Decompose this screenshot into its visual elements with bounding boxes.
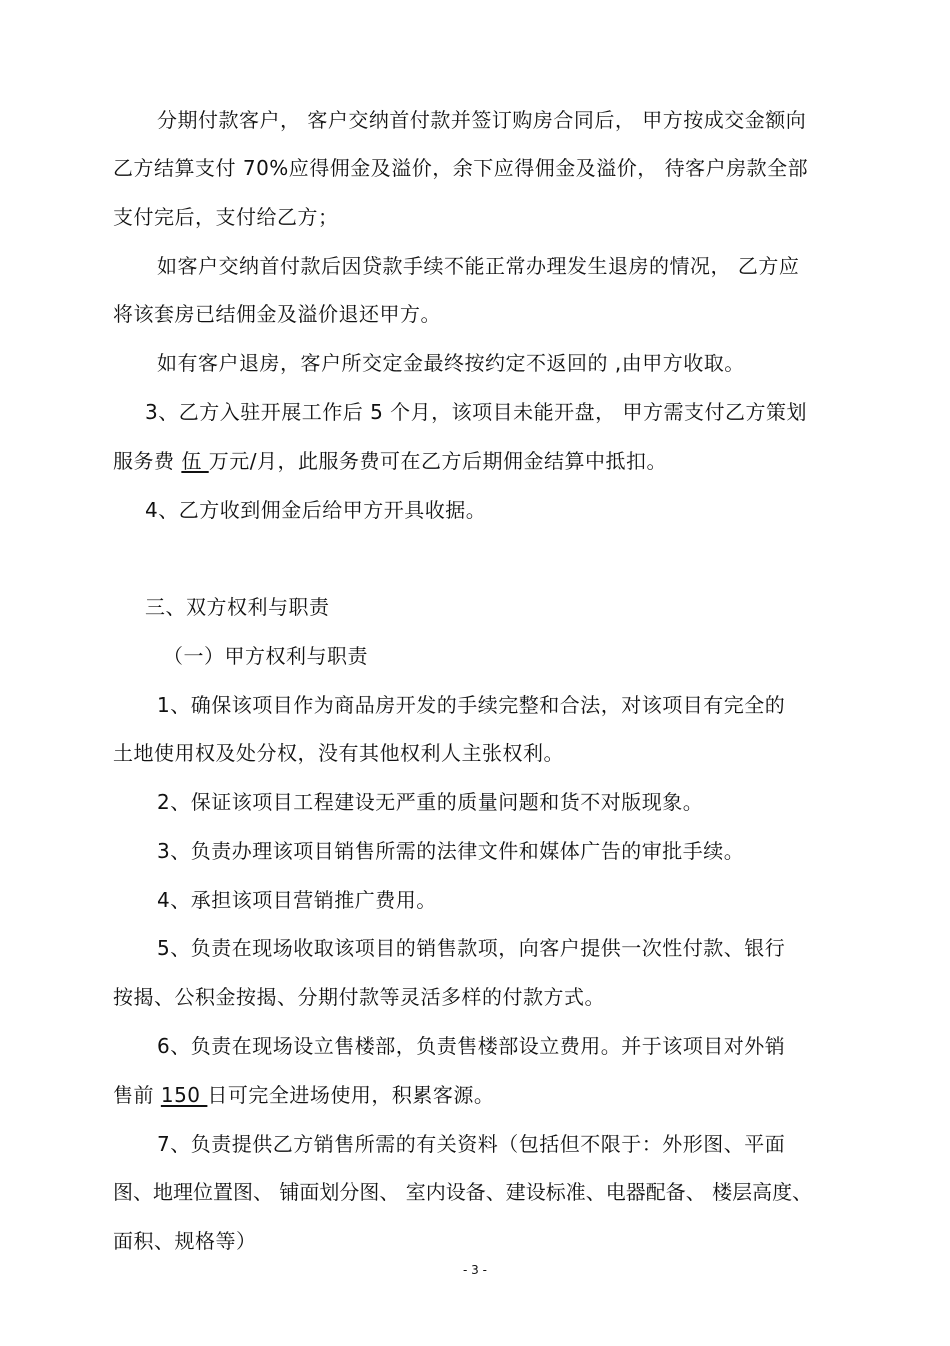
- paragraph-installment-line1: 分期付款客户， 客户交纳首付款并签订购房合同后， 甲方按成交金额向: [157, 108, 807, 132]
- item-2-line1: 2、保证该项目工程建设无严重的质量问题和货不对版现象。: [157, 790, 704, 814]
- item-5-line2: 按揭、公积金按揭、分期付款等灵活多样的付款方式。: [113, 985, 605, 1009]
- item-6-suffix: 日可完全进场使用，积累客源。: [207, 1083, 495, 1107]
- clause-3-line1: 3、乙方入驻开展工作后 5 个月，该项目未能开盘， 甲方需支付乙方策划: [145, 400, 808, 424]
- item-5-line1: 5、负责在现场收取该项目的销售款项，向客户提供一次性付款、银行: [157, 936, 786, 960]
- clause-3-suffix: 万元/月，此服务费可在乙方后期佣金结算中抵扣。: [208, 449, 667, 473]
- section-subheading: （一）甲方权利与职责: [163, 644, 368, 668]
- clause-4-line1: 4、乙方收到佣金后给甲方开具收据。: [145, 498, 487, 522]
- setup-days: 150: [160, 1083, 208, 1107]
- item-6-prefix: 售前: [113, 1083, 161, 1107]
- service-fee-amount: 伍: [181, 449, 209, 473]
- paragraph-deposit-line1: 如有客户退房，客户所交定金最终按约定不返回的 ,由甲方收取。: [157, 351, 745, 375]
- paragraph-installment-line2: 乙方结算支付 70%应得佣金及溢价，余下应得佣金及溢价， 待客户房款全部: [113, 156, 809, 180]
- paragraph-refund-line2: 将该套房已结佣金及溢价退还甲方。: [113, 302, 441, 326]
- paragraph-installment-line3: 支付完后，支付给乙方；: [113, 205, 339, 229]
- item-6-line2: [113, 1082, 494, 1108]
- item-4-line1: 4、承担该项目营销推广费用。: [157, 888, 437, 912]
- clause-3-prefix: 服务费: [113, 449, 182, 473]
- item-7-line1: 7、负责提供乙方销售所需的有关资料（包括但不限于：外形图、平面: [157, 1132, 786, 1156]
- section-heading: 三、双方权利与职责: [145, 595, 330, 619]
- page-number: - 3 -: [463, 1263, 487, 1277]
- item-7-line2: 图、地理位置图、 铺面划分图、 室内设备、建设标准、电器配备、 楼层高度、: [113, 1180, 813, 1204]
- paragraph-refund-line1: 如客户交纳首付款后因贷款手续不能正常办理发生退房的情况， 乙方应: [157, 254, 800, 278]
- item-7-line3: 面积、规格等）: [113, 1229, 257, 1253]
- item-6-line1: 6、负责在现场设立售楼部，负责售楼部设立费用。并于该项目对外销: [157, 1034, 786, 1058]
- item-1-line2: 土地使用权及处分权，没有其他权利人主张权利。: [113, 741, 564, 765]
- clause-3-line2: [113, 448, 667, 474]
- item-1-line1: 1、确保该项目作为商品房开发的手续完整和合法，对该项目有完全的: [157, 693, 786, 717]
- item-3-line1: 3、负责办理该项目销售所需的法律文件和媒体广告的审批手续。: [157, 839, 745, 863]
